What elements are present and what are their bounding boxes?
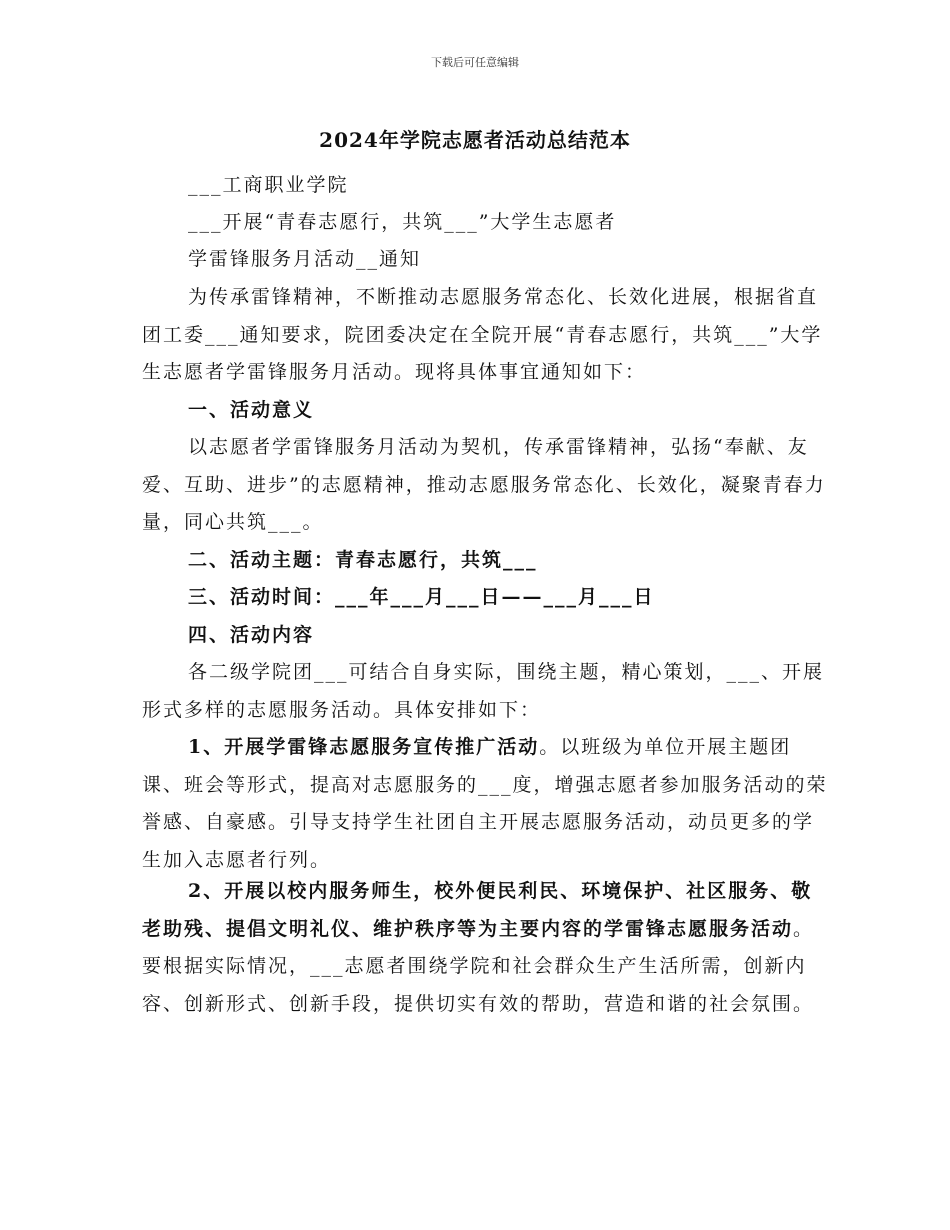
document-title: 2024年学院志愿者活动总结范本 [319, 128, 631, 152]
item-1-heading: 1、开展学雷锋志愿服务宣传推广活动 [188, 736, 540, 758]
section-4-body: 各二级学院团___可结合自身实际，围绕主题，精心策划，___、开展形式多样的志愿服务活动。具体安排如下： [142, 661, 825, 721]
intro-paragraph: 为传承雷锋精神，不断推动志愿服务常态化、长效化进展，根据省直团工委___通知要求，院团委决定在全院开展“青春志愿行，共筑___”大学生志愿者学雷锋服务月活动。现将具体事宜通知如下： [142, 286, 823, 383]
section-3-heading: 三、活动时间：___年___月___日——___月___日 [188, 586, 655, 608]
section-1-heading: 一、活动意义 [188, 399, 315, 421]
org-line: ___工商职业学院 [188, 174, 349, 196]
item-1-text: 。以班级为单位开展主题团课、班会等形式，提高对志愿服务的___度，增强志愿者参加服务活动的荣誉感、自豪感。引导支持学生社团自主开展志愿服务活动，动员更多的学生加入志愿者行列。 [142, 736, 828, 871]
item-2-text: 。要根据实际情况，___志愿者围绕学院和社会群众生产生活所需，创新内容、创新形式、创新手段，提供切实有效的帮助，营造和谐的社会氛围。 [142, 917, 815, 1015]
notice-title-line-2: 学雷锋服务月活动__通知 [188, 248, 422, 270]
item-2-paragraph [142, 873, 832, 1023]
section-2-heading: 二、活动主题：青春志愿行，共筑___ [188, 549, 538, 571]
item-2-heading: 2、开展以校内服务师生，校外便民利民、环境保护、社区服务、敬老助残、提倡文明礼仪、维护秩序等为主要内容的学雷锋志愿服务活动 [142, 880, 813, 940]
page-header: 下载后可任意编辑 [431, 56, 519, 69]
item-1-paragraph [142, 729, 832, 879]
section-1-body: 以志愿者学雷锋服务月活动为契机，传承雷锋精神，弘扬“奉献、友爱、互助、进步”的志愿精神，推动志愿服务常态化、长效化，凝聚青春力量，同心共筑___。 [142, 436, 826, 533]
section-4-heading: 四、活动内容 [188, 624, 315, 646]
notice-title-line-1: ___开展“青春志愿行，共筑___”大学生志愿者 [188, 211, 617, 233]
